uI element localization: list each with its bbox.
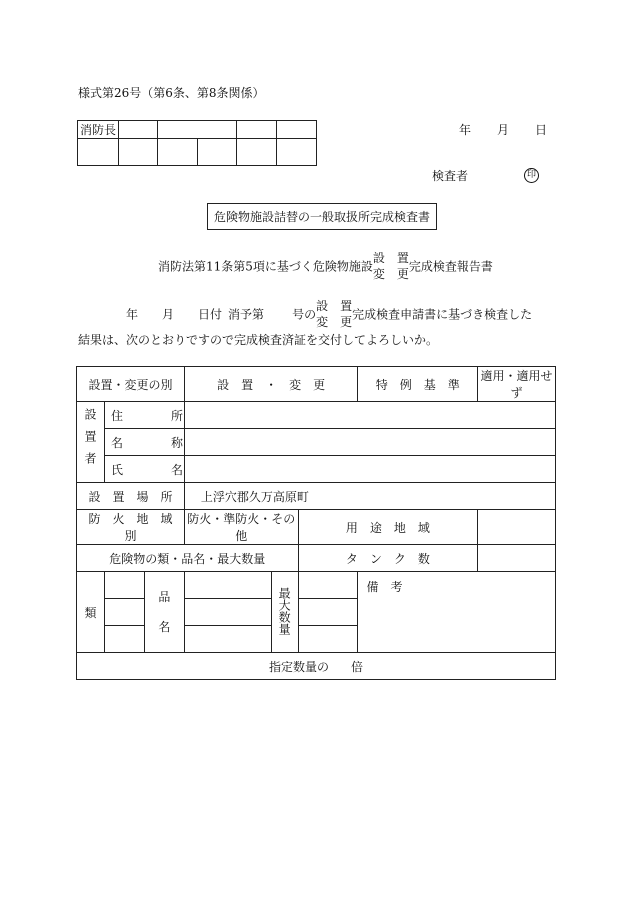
- installer-person-value: [184, 456, 555, 483]
- install-change-value: 設 置 ・ 変 更: [184, 367, 358, 402]
- document-title: 危険物施設詰替の一般取扱所完成検査書: [207, 203, 437, 230]
- stamp-cell: [157, 139, 197, 166]
- stamp-cell: [277, 121, 317, 139]
- class-value: [104, 626, 144, 653]
- installer-name-label: 名 称: [104, 429, 184, 456]
- installer-address-label: 住 所: [104, 402, 184, 429]
- location-label: 設 置 場 所: [77, 483, 185, 510]
- max-quantity-value: [298, 572, 358, 599]
- installer-person-label: 氏 名: [104, 456, 184, 483]
- class-value: [104, 599, 144, 626]
- max-quantity-value: [298, 599, 358, 626]
- installer-name-value: [184, 429, 555, 456]
- use-zone-label: 用 途 地 域: [298, 510, 477, 545]
- designated-quantity-row: 指定数量の 倍: [77, 653, 556, 680]
- item-name-value: [184, 599, 271, 626]
- item-name-label: 品 名: [144, 572, 184, 653]
- stamp-cell: [118, 139, 157, 166]
- body-install-change-stack: 設 置 変 更: [316, 299, 353, 329]
- seal-mark: 印: [524, 166, 539, 183]
- installer-group-label: 設置者: [77, 402, 105, 483]
- installer-address-value: [184, 402, 555, 429]
- chief-label: 消防長: [78, 121, 119, 139]
- inspection-table: [76, 366, 556, 680]
- tank-count-value: [478, 545, 556, 572]
- special-standard-label: 特 例 基 準: [358, 367, 478, 402]
- body-line-1: 年 月 日付 消予第 号の設 置 変 更完成検査申請書に基づき検査した: [126, 299, 533, 329]
- stamp-cell: [197, 139, 237, 166]
- install-change-stack: 設 置 変 更: [372, 251, 409, 281]
- remarks-cell: 備 考: [358, 572, 556, 653]
- stamp-cell: [277, 139, 317, 166]
- stamp-cell: [118, 121, 157, 139]
- location-value: 上浮穴郡久万高原町: [184, 483, 555, 510]
- approval-stamp-table: [77, 120, 317, 166]
- use-zone-value: [478, 510, 556, 545]
- inspector-label: 検査者: [432, 169, 469, 183]
- class-label: 類: [77, 572, 105, 653]
- stamp-cell: [157, 121, 237, 139]
- max-quantity-value: [298, 626, 358, 653]
- fire-zone-label: 防 火 地 域 別: [77, 510, 185, 545]
- install-change-label: 設置・変更の別: [77, 367, 185, 402]
- special-standard-value: 適用・適用せず: [478, 367, 556, 402]
- stamp-cell: [237, 139, 277, 166]
- body-line-2: 結果は、次のとおりですので完成検査済証を交付してよろしいか。: [78, 333, 439, 347]
- item-name-value: [184, 572, 271, 599]
- stamp-cell: [78, 139, 119, 166]
- item-name-value: [184, 626, 271, 653]
- date-line: 年 月 日: [459, 123, 548, 137]
- fire-zone-value: 防火・準防火・その他: [184, 510, 298, 545]
- tank-count-label: タ ン ク 数: [298, 545, 477, 572]
- max-quantity-label: 最大数量: [271, 572, 298, 653]
- hazard-label: 危険物の類・品名・最大数量: [77, 545, 299, 572]
- stamp-cell: [237, 121, 277, 139]
- class-value: [104, 572, 144, 599]
- form-number: 様式第26号（第6条、第8条関係）: [78, 86, 265, 100]
- subtitle: 消防法第11条第5項に基づく危険物施設設 置 変 更完成検査報告書: [158, 251, 493, 281]
